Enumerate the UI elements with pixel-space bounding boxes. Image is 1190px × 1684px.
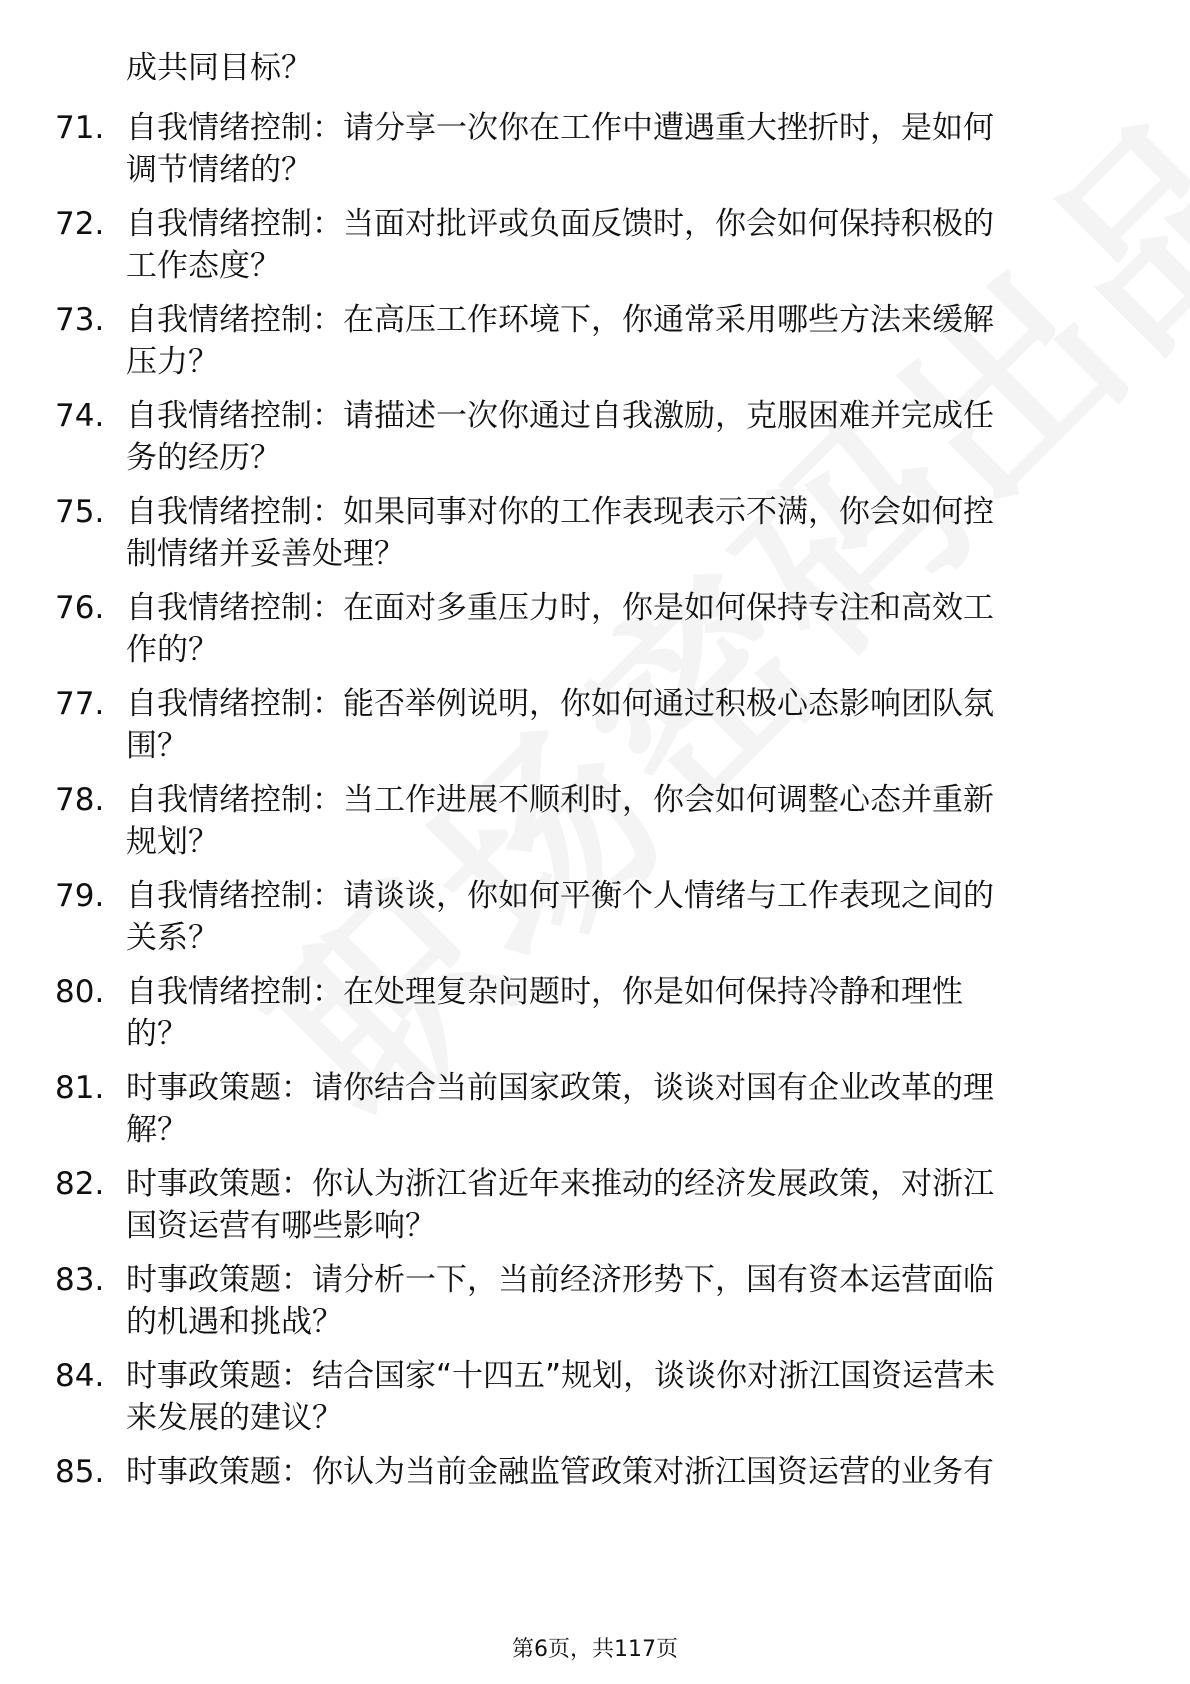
question-number: 85.: [55, 1454, 105, 1490]
question-number: 74.: [55, 398, 105, 434]
question-number: 83.: [55, 1262, 105, 1298]
question-text: 自我情绪控制：在面对多重压力时，你是如何保持专注和高效工 作的？: [126, 590, 994, 668]
question-text: 自我情绪控制：如果同事对你的工作表现表示不满，你会如何控 制情绪并妥善处理？: [126, 494, 994, 572]
page-footer: 第6页，共117页: [512, 1637, 678, 1662]
question-text: 自我情绪控制：在处理复杂问题时，你是如何保持冷静和理性 的？: [126, 974, 963, 1052]
question-number: 79.: [55, 878, 105, 914]
question-number: 81.: [55, 1070, 105, 1106]
question-text: 自我情绪控制：请谈谈，你如何平衡个人情绪与工作表现之间的 关系？: [126, 878, 994, 956]
question-text: 自我情绪控制：当面对批评或负面反馈时，你会如何保持积极的 工作态度？: [126, 206, 994, 284]
question-number: 73.: [55, 302, 105, 338]
question-number: 84.: [55, 1358, 105, 1394]
question-number: 82.: [55, 1166, 105, 1202]
question-number: 77.: [55, 686, 105, 722]
question-text: 自我情绪控制：能否举例说明，你如何通过积极心态影响团队氛 围？: [126, 686, 994, 764]
question-number: 75.: [55, 494, 105, 530]
question-number: 71.: [55, 110, 105, 146]
question-text: 自我情绪控制：请描述一次你通过自我激励，克服困难并完成任 务的经历？: [126, 398, 994, 476]
question-number: 80.: [55, 974, 105, 1010]
question-number: 76.: [55, 590, 105, 626]
question-text: 时事政策题：请分析一下，当前经济形势下，国有资本运营面临 的机遇和挑战？: [126, 1262, 994, 1340]
question-number: 78.: [55, 782, 105, 818]
question-text: 自我情绪控制：在高压工作环境下，你通常采用哪些方法来缓解 压力？: [126, 302, 994, 380]
question-text: 时事政策题：你认为浙江省近年来推动的经济发展政策，对浙江 国资运营有哪些影响？: [126, 1166, 994, 1244]
question-text: 时事政策题：你认为当前金融监管政策对浙江国资运营的业务有: [126, 1454, 994, 1490]
question-text: 自我情绪控制：当工作进展不顺利时，你会如何调整心态并重新 规划？: [126, 782, 994, 860]
question-text: 时事政策题：请你结合当前国家政策，谈谈对国有企业改革的理 解？: [126, 1070, 994, 1148]
question-text: 自我情绪控制：请分享一次你在工作中遭遇重大挫折时，是如何 调节情绪的？: [126, 110, 994, 188]
question-text: 时事政策题：结合国家“十四五”规划，谈谈你对浙江国资运营未 来发展的建议？: [126, 1358, 996, 1436]
continuation-line: 成共同目标？: [126, 50, 312, 86]
question-number: 72.: [55, 206, 105, 242]
